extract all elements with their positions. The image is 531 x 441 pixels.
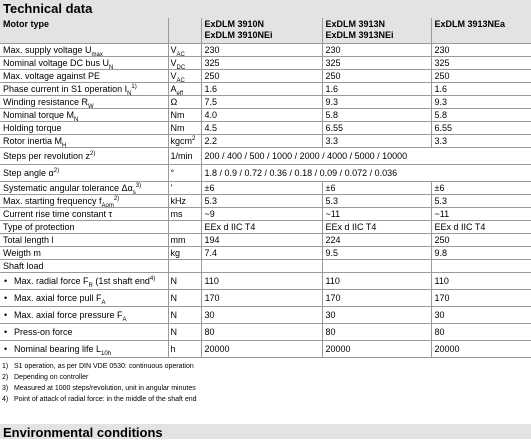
footnote-number: 2) bbox=[2, 374, 9, 381]
table-header-row bbox=[0, 18, 531, 44]
row-label: Max. supply voltage $U_{max}$ bbox=[0, 44, 168, 57]
row-unit: N bbox=[168, 290, 201, 307]
value-col-c: 5.3 bbox=[431, 195, 531, 208]
footnote-text: Depending on controller bbox=[14, 374, 89, 381]
value-col-c: 230 bbox=[431, 44, 531, 57]
value-col-a: 110 bbox=[201, 273, 322, 290]
table-row bbox=[0, 247, 531, 260]
value-col-b: 224 bbox=[322, 234, 431, 247]
value-col-a: 194 bbox=[201, 234, 322, 247]
header-col-a: ExDLM 3910N ExDLM 3910NEi bbox=[201, 18, 322, 44]
row-unit: mm bbox=[168, 234, 201, 247]
value-col-a: 80 bbox=[201, 324, 322, 341]
table-row bbox=[0, 57, 531, 70]
row-unit: N bbox=[168, 307, 201, 324]
shaft-load-row bbox=[0, 290, 531, 307]
value-col-b: 110 bbox=[322, 273, 431, 290]
value-col-b: 3.3 bbox=[322, 135, 431, 148]
value-col-b: 30 bbox=[322, 307, 431, 324]
value-col-a: 7.5 bbox=[201, 96, 322, 109]
value-col-a: 1.6 bbox=[201, 83, 322, 96]
footnotes bbox=[0, 361, 531, 405]
shaft-load-row bbox=[0, 341, 531, 358]
value-col-a: 325 bbox=[201, 57, 322, 70]
row-label: Phase current in S1 operation $I_N^{1)}$ bbox=[0, 83, 168, 96]
value-col-a: 2.2 bbox=[201, 135, 322, 148]
table-row bbox=[0, 70, 531, 83]
footnote-text: Measured at 1000 steps/revolution, unit in angular minutes bbox=[14, 385, 196, 392]
row-label: Current rise time constant τ bbox=[0, 208, 168, 221]
technical-data-heading: Technical data bbox=[0, 0, 531, 18]
table-row bbox=[0, 221, 531, 234]
value-col-a: ±6 bbox=[201, 182, 322, 195]
shaft-load-heading-row bbox=[0, 260, 531, 273]
row-unit bbox=[168, 221, 201, 234]
row-label: Max. voltage against PE bbox=[0, 70, 168, 83]
table-row bbox=[0, 182, 531, 195]
row-label: • Max. axial force pull $F_A$ bbox=[0, 290, 168, 307]
row-unit: kHz bbox=[168, 195, 201, 208]
environmental-conditions-heading: Environmental conditions bbox=[0, 424, 531, 439]
value-col-c: ±6 bbox=[431, 182, 531, 195]
row-label: • Nominal bearing life $L_{10h}$ bbox=[0, 341, 168, 358]
value-col-a: 230 bbox=[201, 44, 322, 57]
row-unit: $V_{AC}$ bbox=[168, 44, 201, 57]
row-unit: kgcm$^2$ bbox=[168, 135, 201, 148]
value-col-a: 5.3 bbox=[201, 195, 322, 208]
value-col-b: 5.3 bbox=[322, 195, 431, 208]
table-row bbox=[0, 96, 531, 109]
footnote-number: 3) bbox=[2, 385, 9, 392]
footnote-number: 4) bbox=[2, 396, 9, 403]
shaft-load-row bbox=[0, 324, 531, 341]
value-col-a: EEx d IIC T4 bbox=[201, 221, 322, 234]
motor-type-label: Motor type bbox=[0, 18, 168, 44]
value-col-b: 6.55 bbox=[322, 122, 431, 135]
value-col-a: 30 bbox=[201, 307, 322, 324]
value-col-a: 250 bbox=[201, 70, 322, 83]
value-col-a: 4.0 bbox=[201, 109, 322, 122]
value-col-a: 170 bbox=[201, 290, 322, 307]
value-col-b: EEx d IIC T4 bbox=[322, 221, 431, 234]
row-label: Nominal torque $M_N$ bbox=[0, 109, 168, 122]
header-col-c: ExDLM 3913NEa bbox=[431, 18, 531, 44]
row-label: • Max. axial force pressure $F_A$ bbox=[0, 307, 168, 324]
value-col-b: ~11 bbox=[322, 208, 431, 221]
value-col-b: 325 bbox=[322, 57, 431, 70]
row-label: Max. starting frequency $f_{Aom}^{2)}$ bbox=[0, 195, 168, 208]
row-label: Steps per revolution $z^{2)}$ bbox=[0, 148, 168, 165]
footnote bbox=[0, 372, 531, 383]
row-label: Holding torque bbox=[0, 122, 168, 135]
row-label: Step angle $\alpha^{2)}$ bbox=[0, 165, 168, 182]
table-row bbox=[0, 44, 531, 57]
row-unit: $V_{AC}$ bbox=[168, 70, 201, 83]
header-col-b: ExDLM 3913N ExDLM 3913NEi bbox=[322, 18, 431, 44]
value-col-b: 250 bbox=[322, 70, 431, 83]
row-label: Nominal voltage DC bus $U_N$ bbox=[0, 57, 168, 70]
value-col-b: 230 bbox=[322, 44, 431, 57]
row-unit: N bbox=[168, 324, 201, 341]
row-unit: 1/min bbox=[168, 148, 201, 165]
bullet-icon: • bbox=[4, 343, 8, 354]
shaft-load-row bbox=[0, 307, 531, 324]
table-row bbox=[0, 165, 531, 182]
row-unit: kg bbox=[168, 247, 201, 260]
row-label: Systematic angular tolerance $\Delta\alpha_s^{3)}$ bbox=[0, 182, 168, 195]
row-unit: Nm bbox=[168, 109, 201, 122]
row-unit: ms bbox=[168, 208, 201, 221]
table-row bbox=[0, 122, 531, 135]
value-col-c: 3.3 bbox=[431, 135, 531, 148]
footnote-text: S1 operation, as per DIN VDE 0530: continuous operation bbox=[14, 363, 194, 370]
value-col-c: 110 bbox=[431, 273, 531, 290]
row-unit: N bbox=[168, 273, 201, 290]
row-label: Total length l bbox=[0, 234, 168, 247]
value-col-a: 20000 bbox=[201, 341, 322, 358]
value-col-c: 6.55 bbox=[431, 122, 531, 135]
shaft-load-heading: Shaft load bbox=[0, 260, 168, 273]
value-col-a: 7.4 bbox=[201, 247, 322, 260]
value-col-b: 80 bbox=[322, 324, 431, 341]
table-row bbox=[0, 109, 531, 122]
merged-value: 1.8 / 0.9 / 0.72 / 0.36 / 0.18 / 0.09 / 0.072 / 0.036 bbox=[201, 165, 531, 182]
bullet-icon: • bbox=[4, 292, 8, 303]
value-col-c: 170 bbox=[431, 290, 531, 307]
footnote bbox=[0, 394, 531, 405]
value-col-b: 20000 bbox=[322, 341, 431, 358]
shaft-load-row bbox=[0, 273, 531, 290]
value-col-b: ±6 bbox=[322, 182, 431, 195]
row-unit: ° bbox=[168, 165, 201, 182]
row-label: • Press-on force bbox=[0, 324, 168, 341]
value-col-a: ~9 bbox=[201, 208, 322, 221]
bullet-icon: • bbox=[4, 326, 8, 337]
value-col-c: 5.8 bbox=[431, 109, 531, 122]
footnote bbox=[0, 361, 531, 372]
bullet-icon: • bbox=[4, 275, 8, 286]
row-unit: $V_{DC}$ bbox=[168, 57, 201, 70]
value-col-b: 170 bbox=[322, 290, 431, 307]
merged-value: 200 / 400 / 500 / 1000 / 2000 / 4000 / 5000 / 10000 bbox=[201, 148, 531, 165]
table-row bbox=[0, 234, 531, 247]
value-col-b: 9.3 bbox=[322, 96, 431, 109]
value-col-c: 30 bbox=[431, 307, 531, 324]
value-col-c: 1.6 bbox=[431, 83, 531, 96]
value-col-c: 250 bbox=[431, 234, 531, 247]
table-row bbox=[0, 208, 531, 221]
value-col-b: 1.6 bbox=[322, 83, 431, 96]
bullet-icon: • bbox=[4, 309, 8, 320]
row-unit: Ω bbox=[168, 96, 201, 109]
row-label: Winding resistance $R_W$ bbox=[0, 96, 168, 109]
value-col-c: 9.3 bbox=[431, 96, 531, 109]
table-row bbox=[0, 135, 531, 148]
row-label: Type of protection bbox=[0, 221, 168, 234]
row-unit: h bbox=[168, 341, 201, 358]
value-col-c: 9.8 bbox=[431, 247, 531, 260]
value-col-c: 20000 bbox=[431, 341, 531, 358]
value-col-c: EEx d IIC T4 bbox=[431, 221, 531, 234]
row-label: • Max. radial force $F_R$ (1st shaft end$^{4)}$ bbox=[0, 273, 168, 290]
value-col-c: 80 bbox=[431, 324, 531, 341]
table-row bbox=[0, 195, 531, 208]
value-col-b: 5.8 bbox=[322, 109, 431, 122]
row-unit: $A_{eff}$ bbox=[168, 83, 201, 96]
value-col-c: 325 bbox=[431, 57, 531, 70]
value-col-c: 250 bbox=[431, 70, 531, 83]
value-col-a: 4.5 bbox=[201, 122, 322, 135]
table-row bbox=[0, 83, 531, 96]
table-row bbox=[0, 148, 531, 165]
row-label: Weigth m bbox=[0, 247, 168, 260]
value-col-c: ~11 bbox=[431, 208, 531, 221]
footnote bbox=[0, 383, 531, 394]
row-label: Rotor inertia $M_H$ bbox=[0, 135, 168, 148]
value-col-b: 9.5 bbox=[322, 247, 431, 260]
row-unit: ' bbox=[168, 182, 201, 195]
footnote-number: 1) bbox=[2, 363, 9, 370]
footnote-text: Point of attack of radial force: in the middle of the shaft end bbox=[14, 396, 197, 403]
technical-data-table bbox=[0, 18, 531, 358]
row-unit: Nm bbox=[168, 122, 201, 135]
